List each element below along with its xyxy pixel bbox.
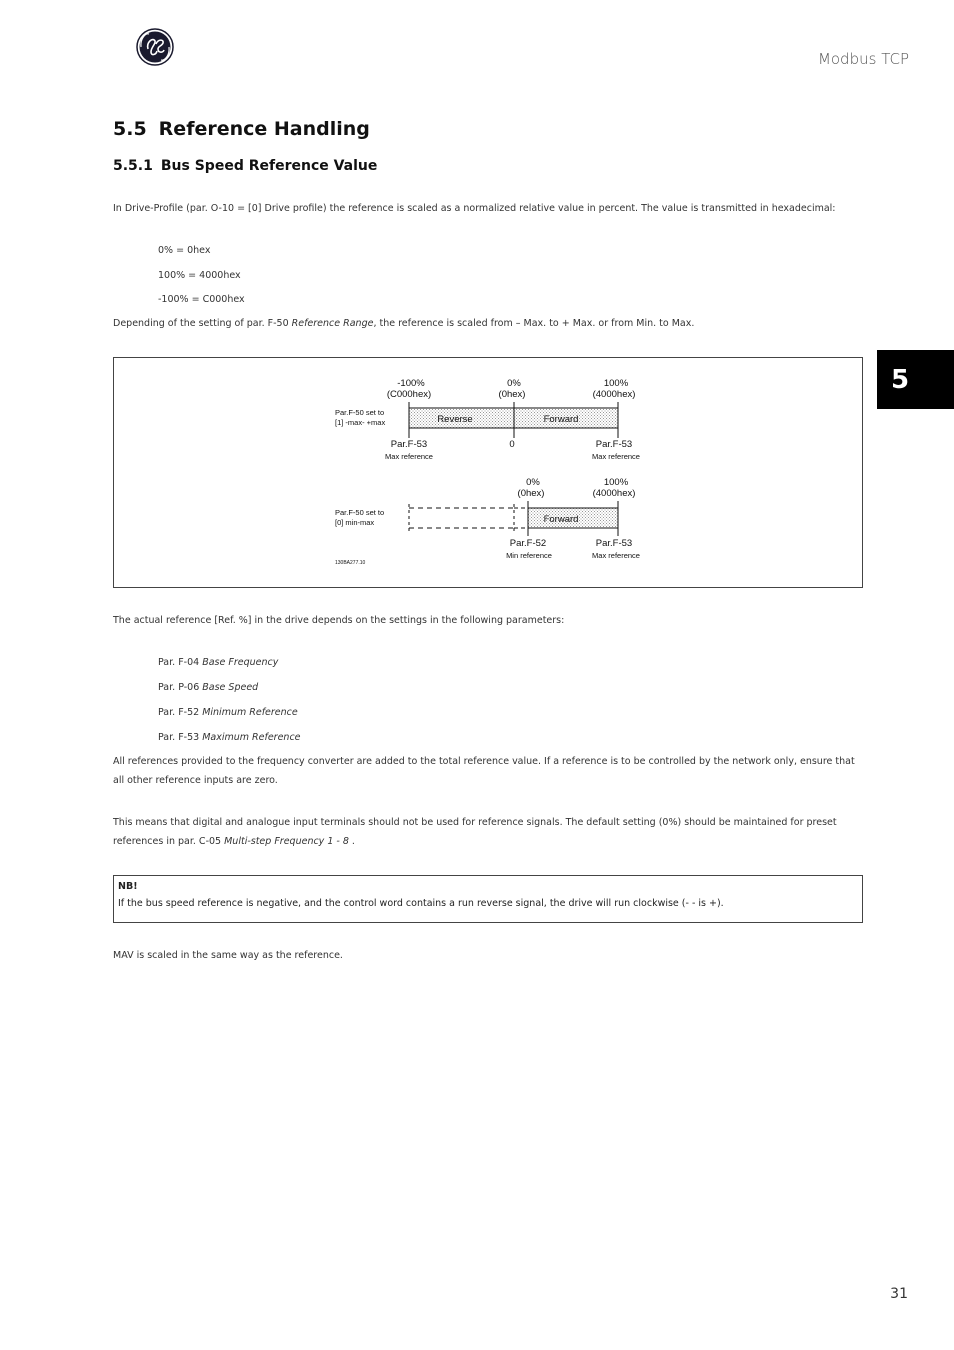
intro-paragraph: In Drive-Profile (par. O-10 = [0] Drive profile) the reference is scaled as a normalized relative value in percent. The value is transmitted in hexadecimal:	[113, 203, 836, 214]
bottom-par-left: Par.F-52	[509, 538, 547, 549]
figure-code: 130BA277.10	[335, 560, 366, 566]
page-number: 31	[890, 1286, 908, 1302]
digital-text-pre: This means that digital and analogue input terminals should not be used for reference signals. The default setting (0%) should be maintained for preset references in par. C-05	[113, 817, 837, 847]
top-setting-line2: [1] -max- +max	[335, 418, 386, 427]
actual-reference-paragraph: The actual reference [Ref. %] in the drive depends on the settings in the following parameters:	[113, 615, 565, 626]
top-pct-left: -100%	[397, 378, 425, 389]
reference-diagram	[113, 357, 863, 588]
param-item	[158, 682, 258, 693]
range-paragraph	[113, 314, 694, 333]
param-code: Par. P-06	[158, 682, 203, 693]
section-number: 5.5	[113, 118, 147, 140]
bottom-pct-right: 100%	[603, 477, 629, 488]
note-text: If the bus speed reference is negative, and the control word contains a run reverse signal, the drive will run clockwise (- - is +).	[118, 898, 724, 909]
param-name: Base Speed	[202, 682, 259, 693]
top-par-left: Par.F-53	[390, 439, 428, 450]
hex-value-item: 100% = 4000hex	[158, 270, 241, 281]
hex-value-item: -100% = C000hex	[158, 294, 245, 305]
param-item	[158, 732, 301, 743]
note-title: NB!	[118, 881, 138, 892]
digital-text-em: Multi-step Frequency 1 - 8	[224, 836, 349, 847]
param-item	[158, 657, 278, 668]
reverse-label: Reverse	[437, 414, 473, 425]
forward-label-top: Forward	[543, 414, 579, 425]
param-name: Maximum Reference	[202, 732, 301, 743]
ge-logo	[136, 28, 174, 66]
param-code: Par. F-04	[158, 657, 203, 668]
all-references-paragraph: All references provided to the frequency converter are added to the total reference value. If a reference is to be controlled by the network only, ensure that all other reference inputs are zero.	[113, 756, 855, 786]
top-pct-mid: 0%	[507, 378, 521, 389]
top-sub-right: Max reference	[592, 452, 640, 461]
range-text-pre: Depending of the setting of par. F-50	[113, 318, 292, 329]
digital-text-post: .	[348, 836, 355, 847]
param-item	[158, 707, 298, 718]
bottom-sub-right: Max reference	[592, 551, 640, 560]
param-name: Base Frequency	[202, 657, 279, 668]
hex-value-item: 0% = 0hex	[158, 245, 211, 256]
section-title: Reference Handling	[158, 118, 370, 140]
top-hex-mid: (0hex)	[498, 389, 526, 400]
chapter-tab: 5	[877, 350, 954, 409]
digital-inputs-paragraph	[113, 813, 865, 851]
bottom-hex-right: (4000hex)	[592, 488, 636, 499]
range-text-post: , the reference is scaled from – Max. to + Max. or from Min. to Max.	[373, 318, 695, 329]
top-par-right: Par.F-53	[595, 439, 633, 450]
param-code: Par. F-53	[158, 732, 203, 743]
mav-paragraph: MAV is scaled in the same way as the reference.	[113, 950, 343, 961]
bottom-sub-left: Min reference	[506, 551, 552, 560]
bottom-pct-mid: 0%	[526, 477, 540, 488]
bottom-setting-line1: Par.F-50 set to	[335, 508, 385, 517]
top-pct-right: 100%	[603, 378, 629, 389]
forward-label-bottom: Forward	[543, 514, 579, 525]
subsection-title: Bus Speed Reference Value	[160, 158, 378, 174]
param-name: Minimum Reference	[202, 707, 298, 718]
top-hex-left: (C000hex)	[386, 389, 432, 400]
subsection-heading	[113, 158, 377, 174]
top-zero: 0	[509, 439, 515, 450]
top-hex-right: (4000hex)	[592, 389, 636, 400]
param-code: Par. F-52	[158, 707, 203, 718]
subsection-number: 5.5.1	[113, 158, 153, 174]
section-heading	[113, 118, 370, 140]
bottom-par-right: Par.F-53	[595, 538, 633, 549]
header-title: Modbus TCP	[817, 50, 909, 68]
reference-diagram-svg	[114, 358, 864, 589]
range-text-em: Reference Range	[291, 318, 374, 329]
bottom-hex-mid: (0hex)	[517, 488, 545, 499]
note-box	[113, 875, 863, 923]
bottom-setting-line2: [0] min-max	[335, 518, 375, 527]
top-sub-left: Max reference	[385, 452, 433, 461]
top-setting-line1: Par.F-50 set to	[335, 408, 385, 417]
